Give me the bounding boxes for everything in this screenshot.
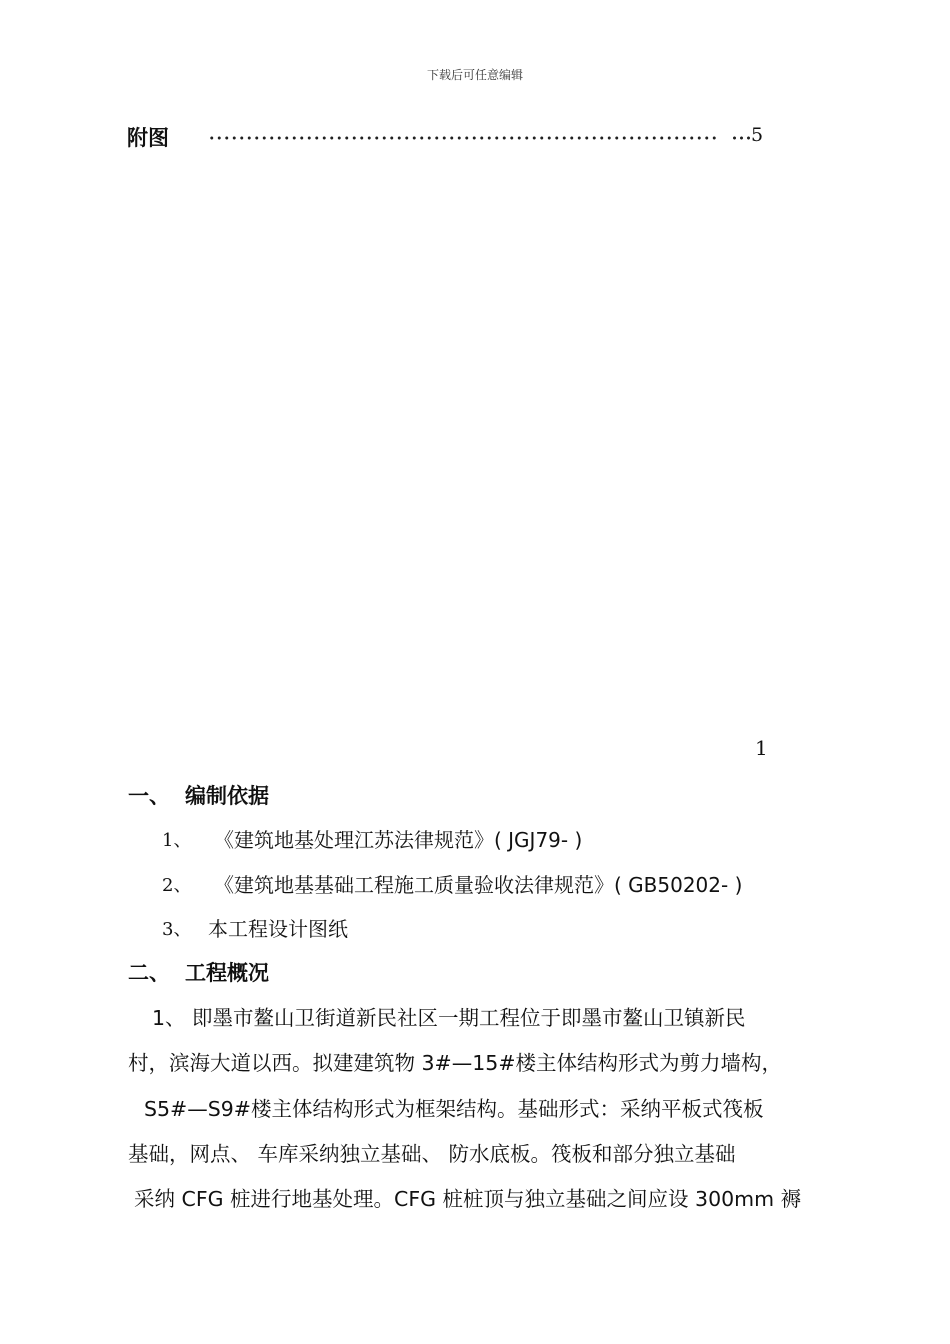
- paragraph-line: 村，滨海大道以西。拟建建筑物 3#—15#楼主体结构形式为剪力墙构，: [128, 1051, 782, 1075]
- page-number: 1: [755, 736, 768, 760]
- list-item-text: 《建筑地基基础工程施工质量验收法律规范》( GB50202- ): [214, 873, 743, 897]
- paragraph-line: 基础，网点、 车库采纳独立基础、 防水底板。筏板和部分独立基础: [128, 1142, 736, 1166]
- toc-dot-leader: [208, 136, 718, 140]
- toc-dot-leader-end: [731, 136, 751, 140]
- toc-label: 附图: [127, 126, 169, 150]
- toc-page-number: 5: [751, 124, 764, 146]
- section-title: 工程概况: [185, 961, 269, 985]
- section-title: 编制依据: [185, 784, 269, 808]
- list-item-number: 3、: [162, 919, 192, 940]
- section-number: 二、: [128, 961, 170, 985]
- paragraph-line: 采纳 CFG 桩进行地基处理。CFG 桩桩顶与独立基础之间应设 300mm 褥: [134, 1187, 802, 1211]
- paragraph-line: 1、 即墨市鳌山卫街道新民社区一期工程位于即墨市鳌山卫镇新民: [152, 1006, 746, 1030]
- section-number: 一、: [128, 784, 170, 808]
- list-item-number: 2、: [162, 875, 192, 896]
- header-note: 下载后可任意编辑: [426, 68, 523, 82]
- paragraph-line: S5#—S9#楼主体结构形式为框架结构。基础形式：采纳平板式筏板: [144, 1097, 764, 1121]
- list-item-text: 《建筑地基处理江苏法律规范》( JGJ79- ): [214, 828, 583, 852]
- list-item-number: 1、: [162, 830, 192, 851]
- list-item-text: 本工程设计图纸: [208, 917, 348, 941]
